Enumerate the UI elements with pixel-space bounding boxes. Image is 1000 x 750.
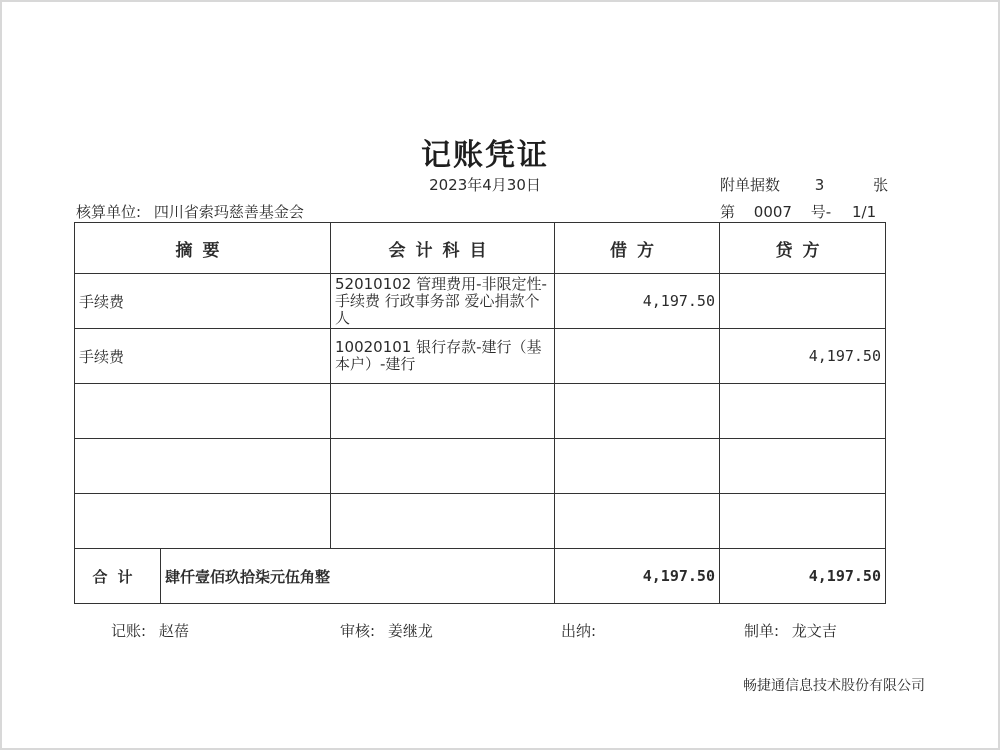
- attach-label: 附单据数: [720, 176, 781, 194]
- row-debit: [555, 439, 720, 494]
- row-account: [331, 494, 555, 549]
- row-summary: 手续费: [75, 274, 331, 329]
- table-row: [75, 274, 886, 329]
- header-debit: 借方: [555, 223, 720, 274]
- row-debit: [555, 384, 720, 439]
- bookkeeper-signature: [111, 620, 189, 641]
- header-summary: 摘要: [75, 223, 331, 274]
- total-debit: 4,197.50: [555, 549, 720, 604]
- total-credit: 4,197.50: [720, 549, 886, 604]
- row-summary: [75, 494, 331, 549]
- preparer-name: 龙文吉: [791, 622, 837, 640]
- attach-row: [720, 174, 888, 195]
- row-summary: 手续费: [75, 329, 331, 384]
- row-credit: [720, 439, 886, 494]
- preparer-label: 制单:: [744, 622, 780, 640]
- reviewer-signature: [340, 620, 433, 641]
- total-row: [75, 549, 886, 604]
- header-credit: 贷方: [720, 223, 886, 274]
- row-account: 52010102 管理费用-非限定性-手续费 行政事务部 爱心捐款个人: [331, 274, 555, 329]
- preparer-signature: [744, 620, 837, 641]
- voucher-title: 记账凭证: [421, 138, 549, 173]
- header-account: 会计科目: [331, 223, 555, 274]
- unit-label: 核算单位:: [76, 203, 142, 221]
- row-credit: 4,197.50: [720, 329, 886, 384]
- row-account: [331, 384, 555, 439]
- table-row: [75, 329, 886, 384]
- unit-name: 四川省索玛慈善基金会: [153, 203, 304, 221]
- row-account: 10020101 银行存款-建行（基本户）-建行: [331, 329, 555, 384]
- no-prefix: 第: [720, 203, 736, 221]
- row-credit: [720, 494, 886, 549]
- row-credit: [720, 384, 886, 439]
- bookkeeper-name: 赵蓓: [158, 622, 189, 640]
- table-header-row: [75, 223, 886, 274]
- voucher-table: [74, 222, 886, 604]
- reviewer-label: 审核:: [340, 622, 376, 640]
- voucher-number: 0007: [753, 203, 792, 221]
- table-row: [75, 384, 886, 439]
- total-label: 合计: [75, 549, 161, 604]
- attach-count: 3: [814, 176, 825, 194]
- voucher-number-row: [720, 201, 876, 222]
- table-row: [75, 494, 886, 549]
- cashier-label: 出纳:: [561, 622, 597, 640]
- row-debit: [555, 494, 720, 549]
- cashier-signature: [561, 620, 604, 641]
- row-debit: [555, 329, 720, 384]
- voucher-date: 2023年4月30日: [429, 176, 541, 194]
- attach-unit: 张: [873, 176, 889, 194]
- page-indicator: 1/1: [851, 203, 877, 221]
- no-suffix: 号-: [810, 203, 832, 221]
- software-company: 畅捷通信息技术股份有限公司: [743, 678, 925, 694]
- row-debit: 4,197.50: [555, 274, 720, 329]
- reviewer-name: 姜继龙: [387, 622, 433, 640]
- bookkeeper-label: 记账:: [111, 622, 147, 640]
- table-row: [75, 439, 886, 494]
- row-summary: [75, 439, 331, 494]
- row-account: [331, 439, 555, 494]
- total-amount-words: 肆仟壹佰玖拾柒元伍角整: [161, 549, 555, 604]
- row-credit: [720, 274, 886, 329]
- row-summary: [75, 384, 331, 439]
- unit-row: [76, 201, 304, 222]
